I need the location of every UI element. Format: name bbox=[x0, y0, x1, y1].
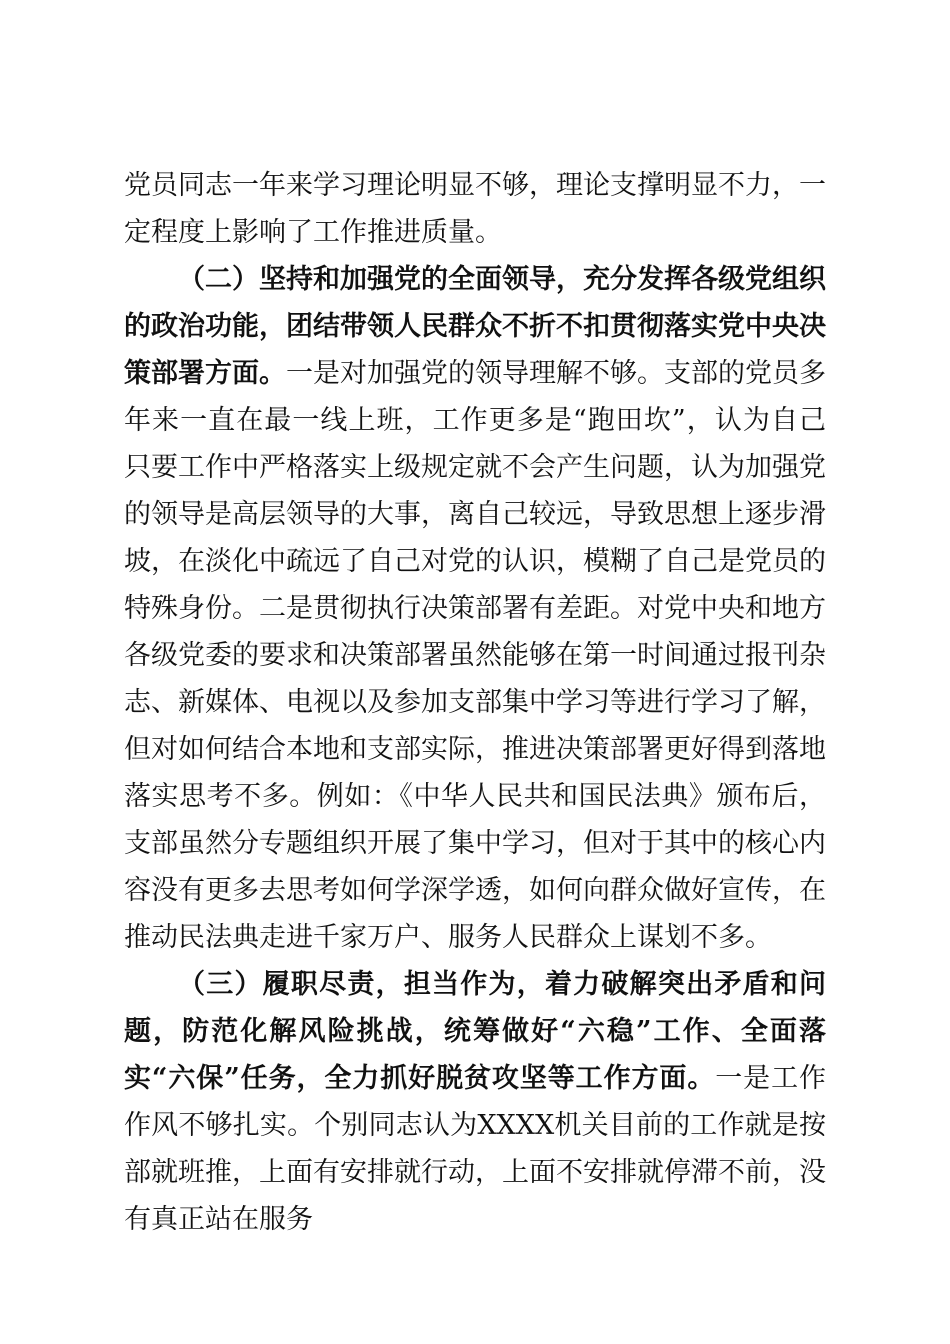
section-3-heading: （三）履职尽责，担当作为，着力破解突出矛盾和问题，防范化解风险挑战，统筹做好“六稳”工作、全面落实“六保”任务，全力抓好脱贫攻坚等工作方面。 bbox=[124, 969, 826, 1094]
paragraph-continuation: 党员同志一年来学习理论明显不够，理论支撑明显不力，一定程度上影响了工作推进质量。 bbox=[124, 170, 826, 248]
document-body bbox=[124, 162, 826, 1243]
paragraph-section-3 bbox=[124, 961, 826, 1243]
section-3-body: 一是工作作风不够扎实。个别同志认为XXXX机关目前的工作就是按部就班推，上面有安排就行动，上面不安排就停滞不前，没有真正站在服务 bbox=[124, 1063, 827, 1235]
paragraph-section-2 bbox=[124, 256, 826, 961]
section-2-body: 一是对加强党的领导理解不够。支部的党员多年来一直在最一线上班，工作更多是“跑田坎”，认为自己只要工作中严格落实上级规定就不会产生问题，认为加强党的领导是高层领导的大事，离自己较远，导致思想上逐步滑坡，在淡化中疏远了自己对党的认识，模糊了自己是党员的特殊身份。二是贯彻执行决策部署有差距。对党中央和地方各级党委的要求和决策部署虽然能够在第一时间通过报刊杂志、新媒体、电视以及参加支部集中学习等进行学习了解，但对如何结合本地和支部实际，推进决策部署更好得到落地落实思考不多。例如：《中华人民共和国民法典》颁布后，支部虽然分专题组织开展了集中学习，但对于其中的核心内容没有更多去思考如何学深学透，如何向群众做好宣传，在推动民法典走进千家万户、服务人民群众上谋划不多。 bbox=[124, 358, 826, 953]
section-2-heading: （二）坚持和加强党的全面领导，充分发挥各级党组织的政治功能，团结带领人民群众不折不扣贯彻落实党中央决策部署方面。 bbox=[124, 264, 826, 389]
